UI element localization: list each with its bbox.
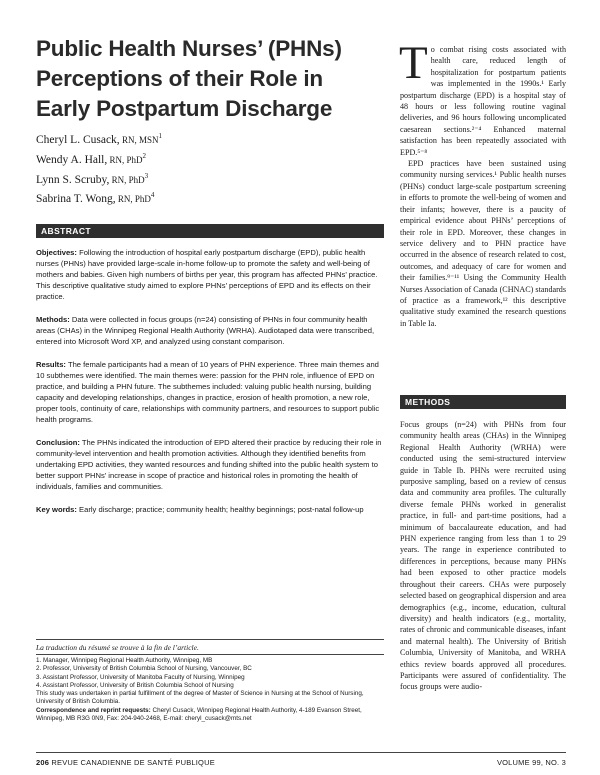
correspondence: Correspondence and reprint requests: Cheryl Cusack, Winnipeg Regional Health Authority, 4-189 Evanson Street, Winnipeg, MB R3G 0N9, Fax: 204-940-2468, E-mail: cheryl_cusack@mts.net <box>36 706 362 723</box>
footnote-2: 2. Professor, University of British Columbia School of Nursing, Vancouver, BC <box>36 665 252 673</box>
author-4: Sabrina T. Wong, RN, PhD$^4$ <box>36 191 155 206</box>
volume-issue: VOLUME 99, NO. 3 <box>496 758 566 767</box>
thesis-note: This study was undertaken in partial fulfillment of the degree of Master of Science in Nursing at the School of Nursing, University of British Columbia. <box>36 690 364 706</box>
intro-paragraph-2: EPD practices have been sustained using community nursing services.¹ Public health nurses (PHNs) conduct large-scale postpartum screening in efforts to promote the well-being of women and their infants; however, there is a paucity of empirical evidence about PHNs’ perceptions of their role in EPD. Moreover, these changes in service delivery and to PHN practice have occurred in the absence of research related to cost, outcomes, and adequacy of care for women and their families.⁹⁻¹¹ Using the Community Health Nurses Association of Canada (CHNAC) standards of practice as a framework,¹² this descriptive qualitative study examined the research questions in Table Ia. <box>400 159 566 328</box>
footer-rule <box>36 752 566 753</box>
introduction <box>399 37 566 329</box>
abstract-results: Results: The female participants had a mean of 10 years of PHN experience. Three main themes and 10 subthemes were identified. The main themes were: passion for the PHN role, influence of EPD on practice, and building a PHN future. The subthemes included: valuing public health nursing, building capacity and developing relationships, changes in practice, erosion of health promotion, a new role, proper tools, continuity of care, relationships with community partners, and resources to support public health programs. <box>36 360 380 424</box>
author-list <box>36 128 162 207</box>
footnote-rule <box>36 654 384 655</box>
abstract-heading: ABSTRACT <box>36 224 384 238</box>
footnote-4: 4. Assistant Professor, University of British Columbia School of Nursing <box>36 681 234 689</box>
abstract-methods: Methods: Data were collected in focus groups (n=24) consisting of PHNs in four community health areas (CHAs) in the Winnipeg Regional Health Authority (WRHA). Audiotaped data were transcribed, entered into Microsoft Word XP, and analyzed using constant comparison. <box>36 315 375 346</box>
abstract-body <box>36 247 384 527</box>
journal-name: REVUE CANADIENNE DE SANTÉ PUBLIQUE <box>49 758 215 767</box>
drop-cap: T <box>399 37 428 89</box>
page-number: 206 <box>36 758 50 767</box>
page-footer <box>36 758 566 767</box>
article-title: Public Health Nurses’ (PHNs) Perceptions of their Role in Early Postpartum Discharge <box>36 36 342 121</box>
author-1: Cheryl L. Cusack, RN, MSN$^1$ <box>36 132 162 146</box>
methods-text: Focus groups (n=24) with PHNs from four community health areas (CHAs) in the Winnipeg Regional Health Authority (WRHA) were conducted using the semi-structured interview guide in Table Ib. PHNs were recruited using purposive sampling, based on a review of census data and community area profiles. The culturally diverse female PHNs worked in generalist practice, in full- and part-time positions, had a minimum of baccalaureate education, and had PHN experience ranging from less than 1 to 29 years. The range in experience contributed to differences in perceptions, because many PHNs had been exposed to other practice models throughout their careers. CHAs were purposely selected based on geographical dispersion and area demographics (e.g., income, education, cultural diversity) and health indicators (e.g., mortality, rates of chronic and communicable diseases, infant and maternal health). The University of British Columbia, University of Manitoba, and WRHA ethics review boards approved all procedures. Participants were assured of confidentiality. The focus groups were audio- <box>400 420 566 692</box>
abstract-keywords: Key words: Early discharge; practice; community health; healthy beginnings; post-natal follow-up <box>36 505 364 514</box>
abstract-objectives: Objectives: Following the introduction of hospital early postpartum discharge (EPD), public health nurses (PHNs) have provided large-scale in-home follow-up to promote the safety and well-being of mothers and babies. Given high numbers of births per year, this program has affected PHNs’ practice. This descriptive qualitative study aimed to explore PHNs’ perceptions of EPD and its effects on their practice. <box>36 248 378 301</box>
footnote-1: 1. Manager, Winnipeg Regional Health Authority, Winnipeg, MB <box>36 657 213 664</box>
footnote-3: 3. Assistant Professor, University of Manitoba Faculty of Nursing, Winnipeg <box>36 673 245 681</box>
footnotes <box>36 657 388 723</box>
footnote-divider <box>36 639 384 640</box>
translation-note: La traduction du résumé se trouve à la fin de l’article. <box>36 643 199 652</box>
abstract-conclusion: Conclusion: The PHNs indicated the introduction of EPD altered their practice by reducing their role in community-level intervention and health promotion activities. Although they identified benefits from undertaking EPD activities, they wanted resources and funding shifted into the public health system to better support PHNs’ increase in scope of practice and historical roles in promoting the health of individuals, families and communities. <box>36 438 382 491</box>
methods-heading: METHODS <box>400 395 566 409</box>
intro-paragraph-1: To combat rising costs associated with health care, reduced length of hospitalization for postpartum patients was implemented in the 1990s.¹ Early postpartum discharge (EPD) is a hospital stay of 48 hours or less following routine vaginal deliveries, and 96 hours following uncomplicated caesarean sections.²⁻⁴ Enhanced maternal satisfaction has been repeatedly associated with EPD.⁵⁻⁸ <box>399 37 566 157</box>
author-3: Lynn S. Scruby, RN, PhD$^3$ <box>36 171 149 186</box>
author-2: Wendy A. Hall, RN, PhD$^2$ <box>36 151 147 166</box>
